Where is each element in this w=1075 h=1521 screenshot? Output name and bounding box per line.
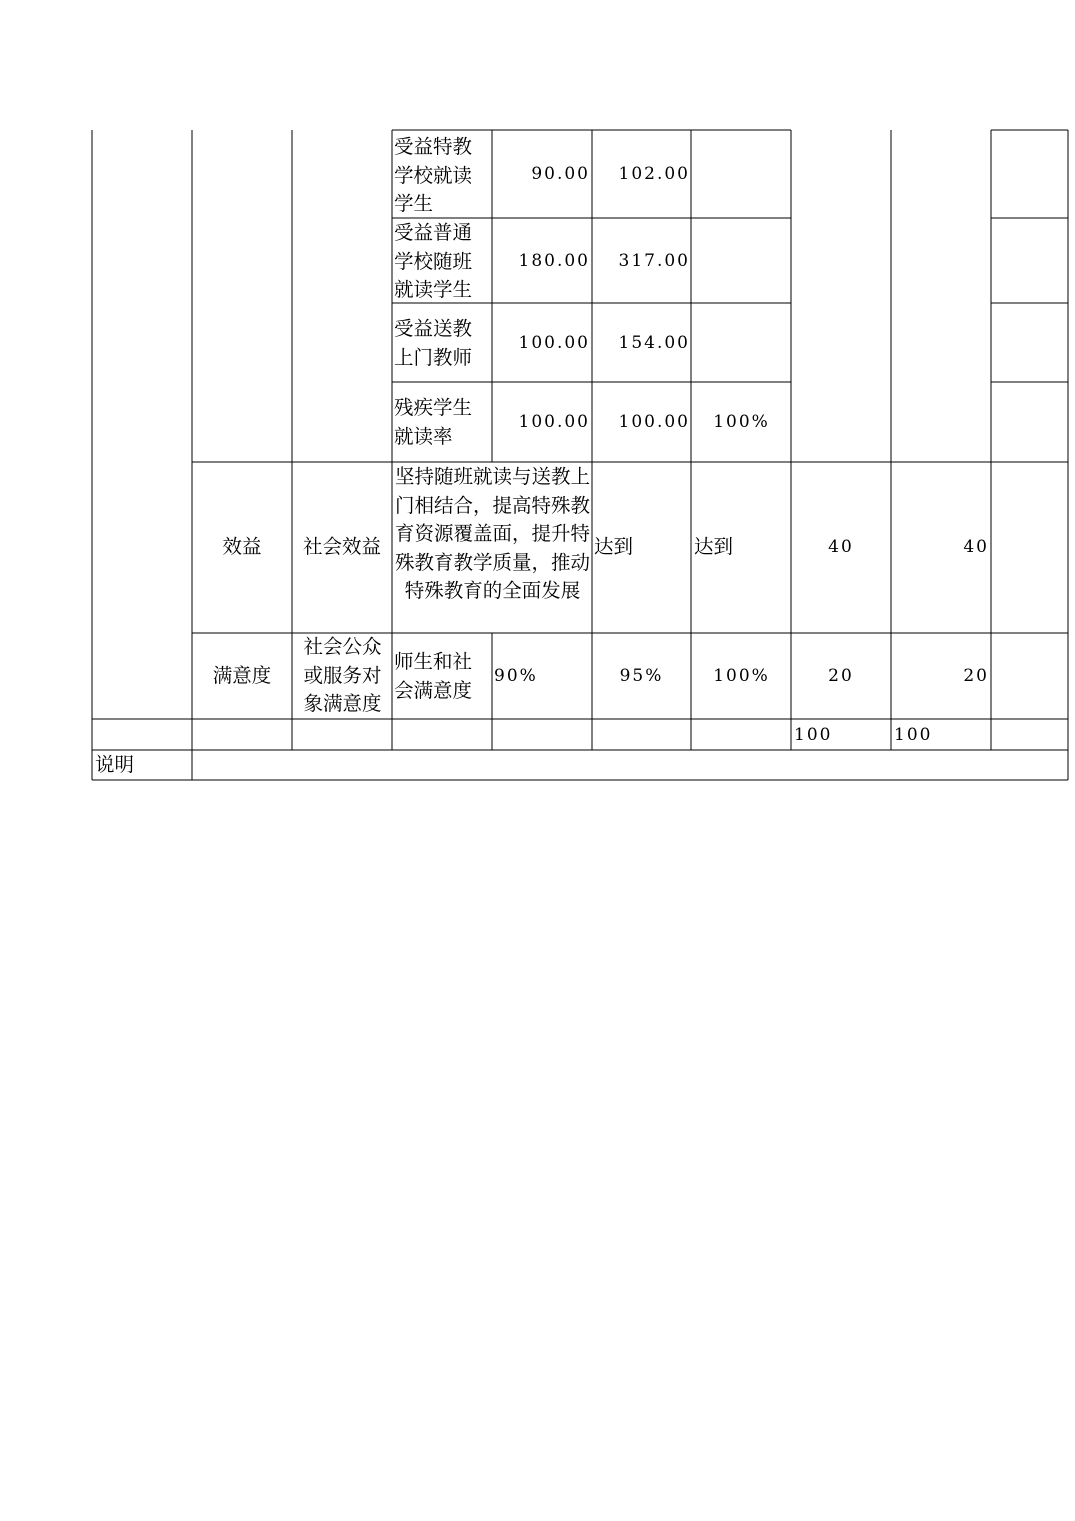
total-weight-cell: 100 bbox=[794, 725, 833, 745]
satisfaction-target-cell: 90% bbox=[494, 666, 538, 686]
note-label-cell: 说明 bbox=[95, 753, 135, 776]
target-cell-3: 100.00 bbox=[518, 333, 590, 353]
target-cell-1: 90.00 bbox=[531, 164, 590, 184]
satisfaction-rate-cell: 100% bbox=[713, 666, 770, 686]
target-cell-4: 100.00 bbox=[518, 412, 590, 432]
satisfaction-indicator-cell: 师生和社会满意度 bbox=[394, 650, 473, 702]
indicator-cell-4: 残疾学生就读率 bbox=[394, 396, 473, 448]
indicator-cell-2: 受益普通学校随班就读学生 bbox=[394, 221, 473, 301]
total-score-cell: 100 bbox=[894, 725, 933, 745]
benefit-level2-cell: 社会效益 bbox=[302, 535, 381, 558]
benefit-target-cell: 达到 bbox=[594, 535, 634, 558]
benefit-actual-cell: 达到 bbox=[694, 535, 734, 558]
benefit-indicator-cell: 坚持随班就读与送教上门相结合，提高特殊教育资源覆盖面，提升特殊教育教学质量，推动特殊教育的全面发展 bbox=[394, 465, 590, 602]
actual-cell-2: 317.00 bbox=[618, 251, 690, 271]
indicator-cell-3: 受益送教上门教师 bbox=[394, 317, 473, 369]
actual-cell-4: 100.00 bbox=[618, 412, 690, 432]
satisfaction-level1-cell: 满意度 bbox=[212, 664, 272, 687]
actual-cell-3: 154.00 bbox=[618, 333, 690, 353]
satisfaction-score-cell: 20 bbox=[963, 666, 989, 686]
benefit-weight-cell: 40 bbox=[828, 537, 854, 557]
rate-cell-4: 100% bbox=[713, 412, 770, 432]
target-cell-2: 180.00 bbox=[518, 251, 590, 271]
benefit-score-cell: 40 bbox=[963, 537, 989, 557]
benefit-level1-cell: 效益 bbox=[222, 535, 262, 558]
satisfaction-level2-cell: 社会公众或服务对象满意度 bbox=[303, 635, 382, 715]
satisfaction-actual-cell: 95% bbox=[619, 666, 664, 686]
indicator-cell-1: 受益特教学校就读学生 bbox=[394, 135, 473, 215]
actual-cell-1: 102.00 bbox=[618, 164, 690, 184]
satisfaction-weight-cell: 20 bbox=[828, 666, 854, 686]
